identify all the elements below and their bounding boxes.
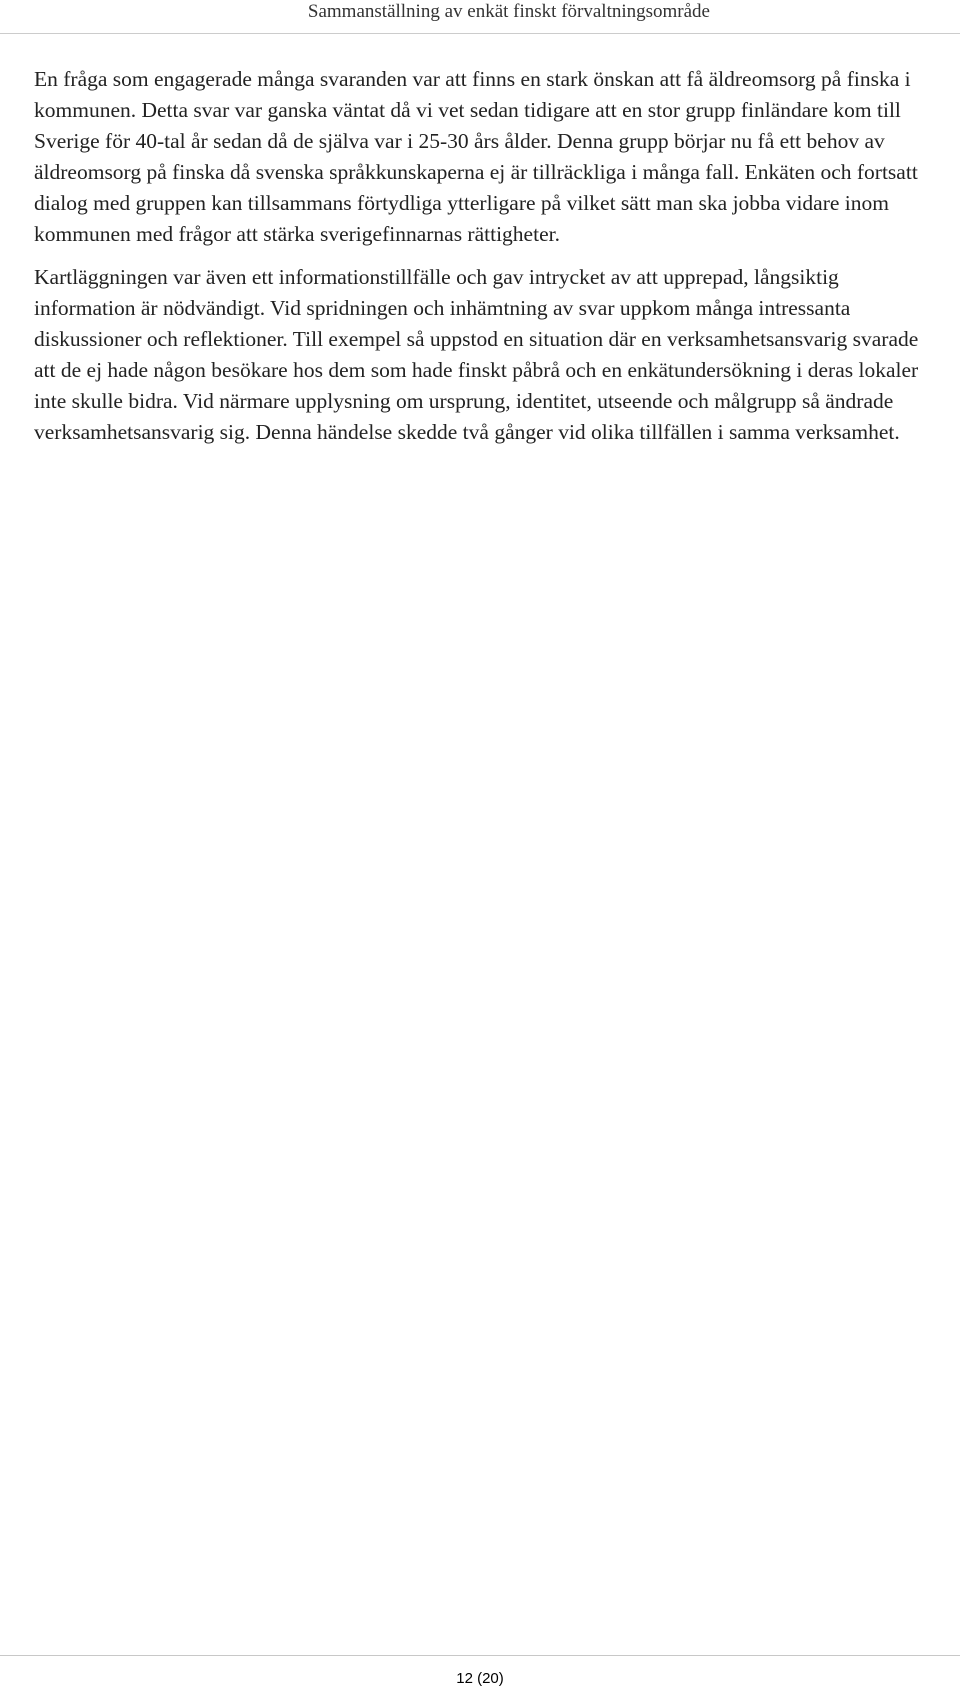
body-paragraph: En fråga som engagerade många svaranden var att finns en stark önskan att få äldreomsorg på finska i kommunen. Detta svar var ganska väntat då vi vet sedan tidigare att en stor grupp finländare kom till Sverige för 40-tal år sedan då de själva var i 25-30 års ålder. Denna grupp börjar nu få ett behov av äldreomsorg på finska då svenska språkkunskaperna ej är tillräckliga i många fall. Enkäten och fortsatt dialog med gruppen kan tillsammans förtydliga ytterligare på vilket sätt man ska jobba vidare inom kommunen med frågor att stärka sverigefinnarnas rättigheter. [34,67,918,246]
page-number: 12 (20) [456,1670,504,1687]
page-footer [0,1655,960,1694]
document-title: Sammanställning av enkät finskt förvaltningsområde [307,1,710,22]
body-paragraph: Kartläggningen var även ett informationstillfälle och gav intrycket av att upprepad, långsiktig information är nödvändigt. Vid spridningen och inhämtning av svar uppkom många intressanta diskussioner och reflektioner. Till exempel så uppstod en situation där en verksamhetsansvarig svarade att de ej hade någon besökare hos dem som hade finskt påbrå och en enkätundersökning i deras lokaler inte skulle bidra. Vid närmare upplysning om ursprung, identitet, utseende och målgrupp så ändrade verksamhetsansvarig sig. Denna händelse skedde två gånger vid olika tillfällen i samma verksamhet. [34,265,919,444]
page-header [0,0,960,34]
document-body [34,64,944,460]
